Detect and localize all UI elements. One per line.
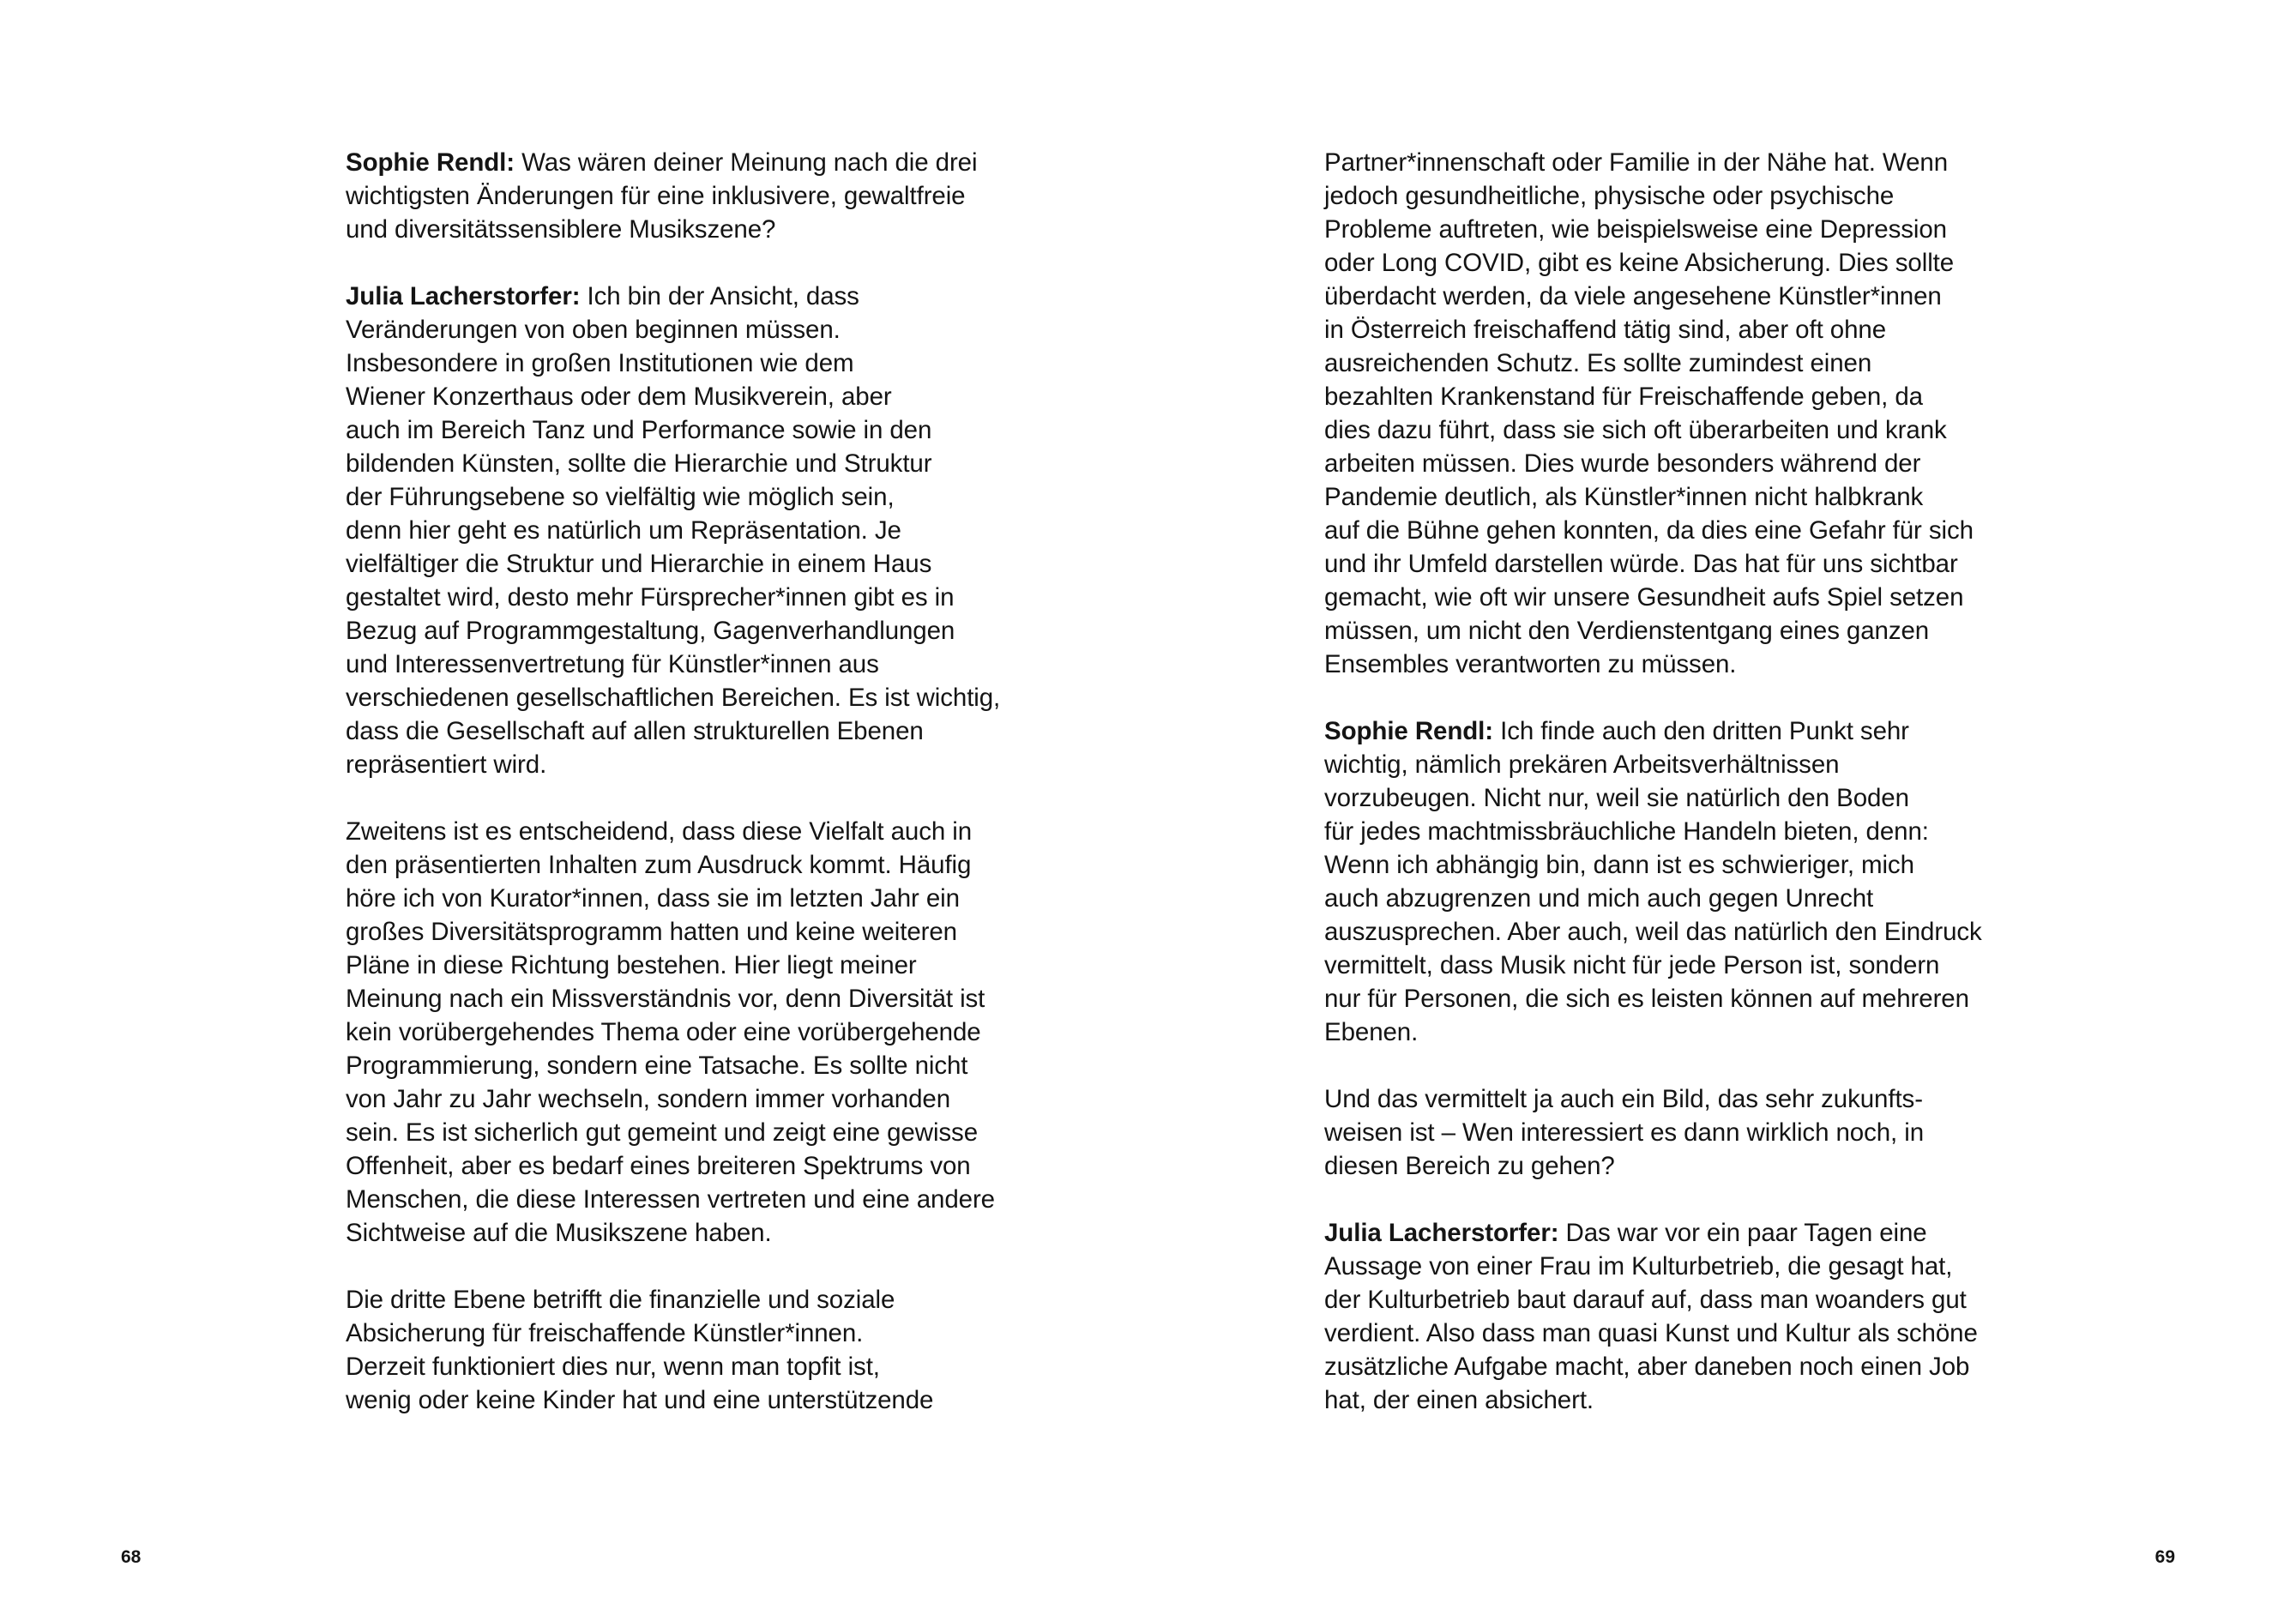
text-line: Derzeit funktioniert dies nur, wenn man topfit ist, (346, 1353, 880, 1381)
paragraph (346, 815, 997, 1250)
text-line: dass die Gesellschaft auf allen strukturellen Ebenen (346, 717, 924, 745)
text-line: Und das vermittelt ja auch ein Bild, das sehr zukunfts- (1324, 1085, 1923, 1113)
text-line: ausreichenden Schutz. Es sollte zumindest einen (1324, 349, 1872, 377)
text-line: oder Long COVID, gibt es keine Absicherung. Dies sollte (1324, 249, 1955, 277)
paragraph (1324, 1216, 1993, 1417)
text-line: Zweitens ist es entscheidend, dass diese Vielfalt auch in (346, 817, 973, 846)
text-line: verschiedenen gesellschaftlichen Bereichen. Es ist wichtig, (346, 684, 1001, 712)
text-line: Bezug auf Programmgestaltung, Gagenverhandlungen (346, 617, 955, 645)
text-line: Meinung nach ein Missverständnis vor, denn Diversität ist (346, 985, 985, 1013)
text-line: wichtigsten Änderungen für eine inklusivere, gewaltfreie (346, 182, 966, 210)
text-line: gemacht, wie oft wir unsere Gesundheit aufs Spiel setzen (1324, 583, 1964, 612)
speaker-name: Sophie Rendl: (346, 148, 515, 177)
text-line: Veränderungen von oben beginnen müssen. (346, 316, 841, 344)
text-line: und Interessenvertretung für Künstler*innen aus (346, 650, 879, 678)
text-line: Wiener Konzerthaus oder dem Musikverein, aber (346, 383, 892, 411)
text-line: den präsentierten Inhalten zum Ausdruck kommt. Häufig (346, 851, 972, 879)
text-line: Wenn ich abhängig bin, dann ist es schwieriger, mich (1324, 851, 1914, 879)
text-line: Probleme auftreten, wie beispielsweise eine Depression (1324, 215, 1947, 244)
paragraph (1324, 146, 1993, 681)
text-line: höre ich von Kurator*innen, dass sie im letzten Jahr ein (346, 884, 960, 913)
text-line: denn hier geht es natürlich um Repräsentation. Je (346, 516, 901, 545)
right-page (1148, 0, 2296, 1621)
paragraph (346, 146, 997, 246)
text-line: auch abzugrenzen und mich auch gegen Unrecht (1324, 884, 1874, 913)
text-line: und ihr Umfeld darstellen würde. Das hat für uns sichtbar (1324, 550, 1958, 578)
text-line: von Jahr zu Jahr wechseln, sondern immer vorhanden (346, 1085, 951, 1113)
text-line: bildenden Künsten, sollte die Hierarchie und Struktur (346, 449, 932, 478)
text-line: Menschen, die diese Interessen vertreten und eine andere (346, 1185, 995, 1214)
text-line: zusätzliche Aufgabe macht, aber daneben noch einen Job (1324, 1353, 1970, 1381)
speaker-name: Julia Lacherstorfer: (1324, 1219, 1559, 1247)
paragraph (346, 1283, 997, 1417)
text-line: Pandemie deutlich, als Künstler*innen nicht halbkrank (1324, 483, 1924, 511)
text-line: müssen, um nicht den Verdienstentgang eines ganzen (1324, 617, 1930, 645)
text-line: Ebenen. (1324, 1018, 1419, 1046)
text-line: Pläne in diese Richtung bestehen. Hier liegt meiner (346, 951, 917, 979)
speaker-text: Ich bin der Ansicht, dass (580, 282, 859, 310)
text-line: Sichtweise auf die Musikszene haben. (346, 1219, 772, 1247)
text-line: wenig oder keine Kinder hat und eine unterstützende (346, 1386, 934, 1414)
text-line: für jedes machtmissbräuchliche Handeln bieten, denn: (1324, 817, 1929, 846)
right-text-column (1324, 146, 1993, 1450)
text-line: Ensembles verantworten zu müssen. (1324, 650, 1737, 678)
text-line (346, 146, 997, 179)
text-line: repräsentiert wird. (346, 750, 547, 779)
paragraph (346, 280, 1001, 781)
text-line: auf die Bühne gehen konnten, da dies eine Gefahr für sich (1324, 516, 1974, 545)
speaker-name: Julia Lacherstorfer: (346, 282, 581, 310)
page-number-right: 69 (2154, 1547, 2175, 1567)
paragraph (1324, 714, 1993, 1049)
text-line: großes Diversitätsprogramm hatten und keine weiteren (346, 918, 957, 946)
text-line: weisen ist – Wen interessiert es dann wirklich noch, in (1324, 1118, 1925, 1147)
text-line (1324, 714, 1993, 748)
text-line: sein. Es ist sicherlich gut gemeint und zeigt eine gewisse (346, 1118, 979, 1147)
text-line: der Kulturbetrieb baut darauf auf, dass man woanders gut (1324, 1286, 1967, 1314)
speaker-name: Sophie Rendl: (1324, 717, 1494, 745)
speaker-text: Das war vor ein paar Tagen eine (1558, 1219, 1927, 1247)
text-line: nur für Personen, die sich es leisten können auf mehreren (1324, 985, 1969, 1013)
text-line: überdacht werden, da viele angesehene Künstler*innen (1324, 282, 1942, 310)
text-line: hat, der einen absichert. (1324, 1386, 1594, 1414)
speaker-text: Was wären deiner Meinung nach die drei (515, 148, 978, 177)
text-line: auch im Bereich Tanz und Performance sowie in den (346, 416, 932, 444)
text-line: Absicherung für freischaffende Künstler*innen. (346, 1319, 864, 1347)
text-line: verdient. Also dass man quasi Kunst und Kultur als schöne (1324, 1319, 1978, 1347)
text-line: vorzubeugen. Nicht nur, weil sie natürlich den Boden (1324, 784, 1909, 812)
paragraph (1324, 1082, 1993, 1183)
text-line: auszusprechen. Aber auch, weil das natürlich den Eindruck (1324, 918, 1982, 946)
text-line: in Österreich freischaffend tätig sind, aber oft ohne (1324, 316, 1887, 344)
text-line: vermittelt, dass Musik nicht für jede Person ist, sondern (1324, 951, 1940, 979)
text-line: kein vorübergehendes Thema oder eine vorübergehende (346, 1018, 981, 1046)
text-line: Offenheit, aber es bedarf eines breiteren Spektrums von (346, 1152, 971, 1180)
text-line: jedoch gesundheitliche, physische oder psychische (1324, 182, 1895, 210)
text-line: gestaltet wird, desto mehr Fürsprecher*innen gibt es in (346, 583, 955, 612)
text-line: Die dritte Ebene betrifft die finanzielle und soziale (346, 1286, 895, 1314)
text-line: der Führungsebene so vielfältig wie möglich sein, (346, 483, 895, 511)
text-line: und diversitätssensiblere Musikszene? (346, 215, 776, 244)
left-text-column (346, 146, 1001, 1450)
text-line: bezahlten Krankenstand für Freischaffende geben, da (1324, 383, 1923, 411)
text-line: dies dazu führt, dass sie sich oft überarbeiten und krank (1324, 416, 1947, 444)
text-line: arbeiten müssen. Dies wurde besonders während der (1324, 449, 1921, 478)
page-number-left: 68 (121, 1547, 142, 1567)
text-line (346, 280, 997, 313)
text-line: wichtig, nämlich prekären Arbeitsverhältnissen (1324, 750, 1840, 779)
text-line (1324, 1216, 1993, 1250)
text-line: diesen Bereich zu gehen? (1324, 1152, 1615, 1180)
text-line: Aussage von einer Frau im Kulturbetrieb, die gesagt hat, (1324, 1252, 1953, 1281)
text-line: vielfältiger die Struktur und Hierarchie in einem Haus (346, 550, 932, 578)
text-line: Partner*innenschaft oder Familie in der Nähe hat. Wenn (1324, 148, 1949, 177)
speaker-text: Ich finde auch den dritten Punkt sehr (1493, 717, 1909, 745)
text-line: Programmierung, sondern eine Tatsache. Es sollte nicht (346, 1052, 968, 1080)
text-line: Insbesondere in großen Institutionen wie dem (346, 349, 854, 377)
